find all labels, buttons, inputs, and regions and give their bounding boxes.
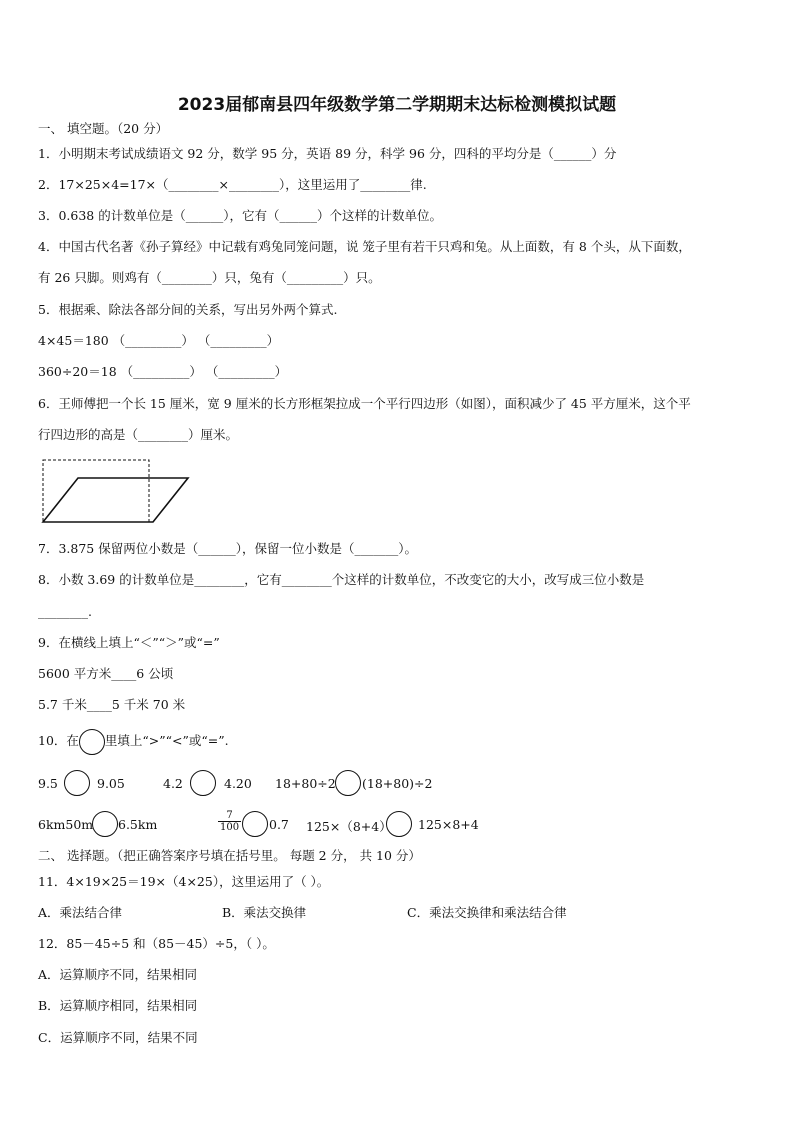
q10-r2a-left: 6km50m bbox=[38, 817, 94, 832]
q10-circle-2[interactable] bbox=[190, 770, 216, 796]
question-5-row1: 4×45＝180 （_________） （_________） bbox=[38, 333, 280, 348]
section1-heading: 一、 填空题。（20 分） bbox=[38, 121, 169, 136]
q10-circle-4[interactable] bbox=[92, 811, 118, 837]
q10-r1b-right: 4.20 bbox=[224, 776, 252, 791]
question-4-line2: 有 26 只脚。则鸡有（________）只，兔有（_________）只。 bbox=[38, 270, 381, 285]
circle-blank bbox=[79, 729, 105, 755]
question-3: 3．0.638 的计数单位是（______），它有（______）个这样的计数单位。 bbox=[38, 208, 442, 223]
q11-option-a: A．乘法结合律 bbox=[38, 905, 123, 920]
q12-option-c: C．运算顺序不同，结果不同 bbox=[38, 1030, 198, 1045]
q12-option-a: A．运算顺序不同，结果相同 bbox=[38, 967, 198, 982]
q10-circle-1[interactable] bbox=[64, 770, 90, 796]
parallelogram bbox=[43, 478, 188, 522]
q11-option-b: B．乘法交换律 bbox=[222, 905, 307, 920]
question-5-stem: 5．根据乘、除法各部分间的关系，写出另外两个算式. bbox=[38, 302, 338, 317]
parallelogram-figure bbox=[38, 456, 194, 526]
q10-r1a-left: 9.5 bbox=[38, 776, 58, 791]
q10-r2b-right: 0.7 bbox=[269, 817, 289, 832]
question-9-row2: 5.7 千米____5 千米 70 米 bbox=[38, 697, 186, 712]
q10-r2c-left: 125×（8+4） bbox=[306, 819, 392, 834]
fraction-numerator: 7 bbox=[218, 810, 241, 822]
question-10-stem bbox=[38, 728, 229, 755]
question-12-stem: 12．85－45÷5 和（85－45）÷5，（ ）。 bbox=[38, 936, 275, 951]
q10-circle-5[interactable] bbox=[242, 811, 268, 837]
question-9-stem: 9．在横线上填上“＜”“＞”或“=” bbox=[38, 635, 220, 650]
q10-r1c-right: (18+80)÷2 bbox=[362, 776, 433, 791]
question-6-line2: 行四边形的高是（________）厘米。 bbox=[38, 427, 239, 442]
fraction-7-100 bbox=[218, 810, 241, 833]
q10-r1b-left: 4.2 bbox=[163, 776, 183, 791]
question-8-line2: ________. bbox=[38, 604, 92, 619]
question-2: 2．17×25×4=17×（________×________），这里运用了________律. bbox=[38, 177, 427, 192]
q10-circle-3[interactable] bbox=[335, 770, 361, 796]
question-8-line1: 8．小数 3.69 的计数单位是________，它有________个这样的计数单位，不改变它的大小，改写成三位小数是 bbox=[38, 572, 645, 587]
page-title: 2023届郁南县四年级数学第二学期期末达标检测模拟试题 bbox=[177, 95, 617, 115]
q10-r1c-left: 18+80÷2 bbox=[275, 776, 336, 791]
question-6-line1: 6．王师傅把一个长 15 厘米，宽 9 厘米的长方形框架拉成一个平行四边形（如图），面积减少了 45 平方厘米，这个平 bbox=[38, 396, 691, 411]
question-1: 1．小明期末考试成绩语文 92 分，数学 95 分，英语 89 分，科学 96 分，四科的平均分是（______）分 bbox=[38, 146, 617, 161]
question-7: 7．3.875 保留两位小数是（______），保留一位小数是（_______）。 bbox=[38, 541, 417, 556]
q10-r2c-right: 125×8+4 bbox=[418, 817, 479, 832]
question-5-row2: 360÷20＝18 （_________） （_________） bbox=[38, 364, 288, 379]
q10-r1a-right: 9.05 bbox=[97, 776, 125, 791]
q10-stem-a: 10．在 bbox=[38, 733, 79, 748]
q10-circle-6[interactable] bbox=[386, 811, 412, 837]
q10-stem-b: 里填上“>”“<”或“=”. bbox=[104, 733, 229, 748]
fraction-denominator: 100 bbox=[220, 822, 240, 833]
section2-heading: 二、 选择题。（把正确答案序号填在括号里。 每题 2 分， 共 10 分） bbox=[38, 848, 421, 863]
question-11-stem: 11．4×19×25＝19×（4×25），这里运用了（ ）。 bbox=[38, 874, 330, 889]
dashed-rectangle bbox=[43, 460, 149, 522]
q10-r2a-right: 6.5km bbox=[118, 817, 158, 832]
question-9-row1: 5600 平方米____6 公顷 bbox=[38, 666, 174, 681]
q11-option-c: C．乘法交换律和乘法结合律 bbox=[407, 905, 567, 920]
q12-option-b: B．运算顺序相同，结果相同 bbox=[38, 998, 198, 1013]
question-4-line1: 4．中国古代名著《孙子算经》中记载有鸡兔同笼问题，说 笼子里有若干只鸡和兔。从上面数，有 8 个头，从下面数， bbox=[38, 239, 691, 254]
